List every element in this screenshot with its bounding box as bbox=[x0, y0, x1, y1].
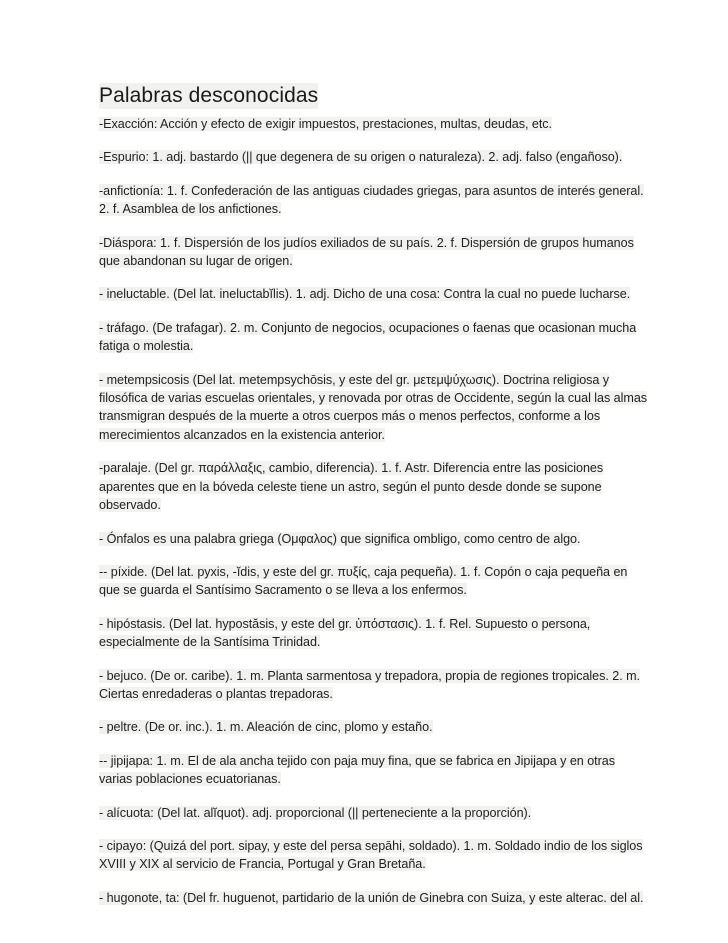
definition-text: transmigran después de la muerte a otros cuerpos más o menos perfectos, conforme a los bbox=[99, 409, 601, 424]
document-title-wrap bbox=[99, 83, 627, 115]
definition-text: -- píxide. (Del lat. pyxis, -ĭdis, y este del gr. πυξίς, caja pequeña). 1. f. Copón o caja pequeña en bbox=[99, 564, 628, 579]
definition-text: -Espurio: 1. adj. bastardo (|| que degenera de su origen o naturaleza). 2. adj. falso (engañoso). bbox=[99, 150, 623, 165]
definition-entry bbox=[99, 615, 627, 652]
definition-text: XVIII y XIX al servicio de Francia, Portugal y Gran Bretaña. bbox=[99, 857, 426, 872]
definition-text: - bejuco. (De or. caribe). 1. m. Planta sarmentosa y trepadora, propia de regiones tropicales. 2. m. bbox=[99, 668, 640, 683]
definition-line bbox=[99, 234, 634, 252]
definition-text: especialmente de la Santísima Trinidad. bbox=[99, 635, 321, 650]
definition-text: -Diáspora: 1. f. Dispersión de los judíos exiliados de su país. 2. f. Dispersión de grupos humanos bbox=[99, 235, 634, 250]
definition-line bbox=[99, 200, 627, 218]
definition-line bbox=[99, 426, 627, 444]
definition-line bbox=[99, 252, 627, 270]
definition-line bbox=[99, 496, 627, 514]
definition-line bbox=[99, 478, 627, 496]
definition-line bbox=[99, 667, 640, 685]
definition-text: que abandonan su lugar de origen. bbox=[99, 254, 293, 269]
definition-line bbox=[99, 285, 631, 303]
definition-line bbox=[99, 563, 627, 581]
definition-text: fatiga o molestia. bbox=[99, 339, 194, 354]
definition-text: - hugonote, ta: (Del fr. huguenot, partidario de la unión de Ginebra con Suiza, y este alterac. del al. bbox=[99, 890, 644, 905]
definition-entry bbox=[99, 667, 640, 704]
definition-entry bbox=[99, 804, 627, 822]
definition-line bbox=[99, 685, 627, 703]
definition-text: que se guarda el Santísimo Sacramento o se lleva a los enfermos. bbox=[99, 583, 467, 598]
definition-line bbox=[99, 855, 627, 873]
entries-list bbox=[99, 115, 648, 907]
definition-line bbox=[99, 804, 627, 822]
definition-text: filosófica de varias escuelas orientales, y renovada por otras de Occidente, según la cual las almas bbox=[99, 391, 648, 406]
definition-text: merecimientos alcanzados en la existencia anterior. bbox=[99, 427, 385, 442]
definition-entry bbox=[99, 319, 637, 356]
definition-line bbox=[99, 837, 643, 855]
definition-line bbox=[99, 633, 627, 651]
definition-entry bbox=[99, 234, 634, 271]
definition-text: aparentes que en la bóveda celeste tiene un astro, según el punto desde donde se supone bbox=[99, 479, 602, 494]
definition-text: - cipayo: (Quizá del port. sipay, y este del persa sepāhi, soldado). 1. m. Soldado indio de los siglos bbox=[99, 838, 643, 853]
definition-entry bbox=[99, 148, 627, 166]
definition-line bbox=[99, 615, 627, 633]
definition-line bbox=[99, 407, 627, 425]
definition-text: - ineluctable. (Del lat. ineluctabĭlis). 1. adj. Dicho de una cosa: Contra la cual no puede lucharse. bbox=[99, 287, 631, 302]
definition-text: Ciertas enredaderas o plantas trepadoras. bbox=[99, 686, 333, 701]
definition-text: -anfictionía: 1. f. Confederación de las antiguas ciudades griegas, para asuntos de interés general. bbox=[99, 183, 644, 198]
definition-line bbox=[99, 530, 627, 548]
definition-entry bbox=[99, 718, 627, 736]
definition-line bbox=[99, 319, 637, 337]
definition-text: - metempsicosis (Del lat. metempsychōsis, y este del gr. μετεμψύχωσις). Doctrina religiosa y bbox=[99, 372, 610, 387]
definition-text: -- jipijapa: 1. m. El de ala ancha tejido con paja muy fina, que se fabrica en Jipijapa y en otras bbox=[99, 753, 615, 768]
definition-entry bbox=[99, 837, 643, 874]
definition-entry bbox=[99, 182, 644, 219]
definition-text: 2. f. Asamblea de los anfictiones. bbox=[99, 202, 282, 217]
definition-text: - peltre. (De or. inc.). 1. m. Aleación de cinc, plomo y estaño. bbox=[99, 720, 433, 735]
definition-entry bbox=[99, 752, 627, 789]
definition-line bbox=[99, 115, 627, 133]
definition-text: -paralaje. (Del gr. παράλλαξις, cambio, diferencia). 1. f. Astr. Diferencia entre las posiciones bbox=[99, 461, 604, 476]
definition-text: - hipóstasis. (Del lat. hypostăsis, y este del gr. ὑπόστασις). 1. f. Rel. Supuesto o persona, bbox=[99, 616, 591, 631]
definition-line bbox=[99, 337, 627, 355]
definition-line bbox=[99, 718, 627, 736]
definition-entry bbox=[99, 371, 648, 445]
definition-line bbox=[99, 459, 627, 477]
definition-line bbox=[99, 770, 627, 788]
definition-entry bbox=[99, 563, 627, 600]
definition-line bbox=[99, 389, 648, 407]
definition-line bbox=[99, 581, 627, 599]
definition-text: -Exacción: Acción y efecto de exigir impuestos, prestaciones, multas, deudas, etc. bbox=[99, 117, 553, 131]
definition-line bbox=[99, 182, 644, 200]
definition-text: - tráfago. (De trafagar). 2. m. Conjunto de negocios, ocupaciones o faenas que ocasionan mucha bbox=[99, 320, 637, 335]
definition-line bbox=[99, 371, 627, 389]
document-page bbox=[99, 83, 648, 922]
definition-line bbox=[99, 889, 644, 907]
definition-entry bbox=[99, 285, 631, 303]
definition-line bbox=[99, 752, 627, 770]
definition-text: - Ónfalos es una palabra griega (Ομφαλος) que significa ombligo, como centro de algo. bbox=[99, 531, 581, 546]
definition-text: - alícuota: (Del lat. alĭquot). adj. proporcional (|| perteneciente a la proporción). bbox=[99, 805, 532, 820]
definition-entry bbox=[99, 530, 627, 548]
definition-entry bbox=[99, 889, 644, 907]
definition-entry bbox=[99, 115, 627, 133]
definition-line bbox=[99, 148, 627, 166]
document-title: Palabras desconocidas bbox=[99, 84, 319, 107]
definition-text: observado. bbox=[99, 498, 161, 513]
definition-entry bbox=[99, 459, 627, 514]
definition-text: varias poblaciones ecuatorianas. bbox=[99, 772, 281, 787]
